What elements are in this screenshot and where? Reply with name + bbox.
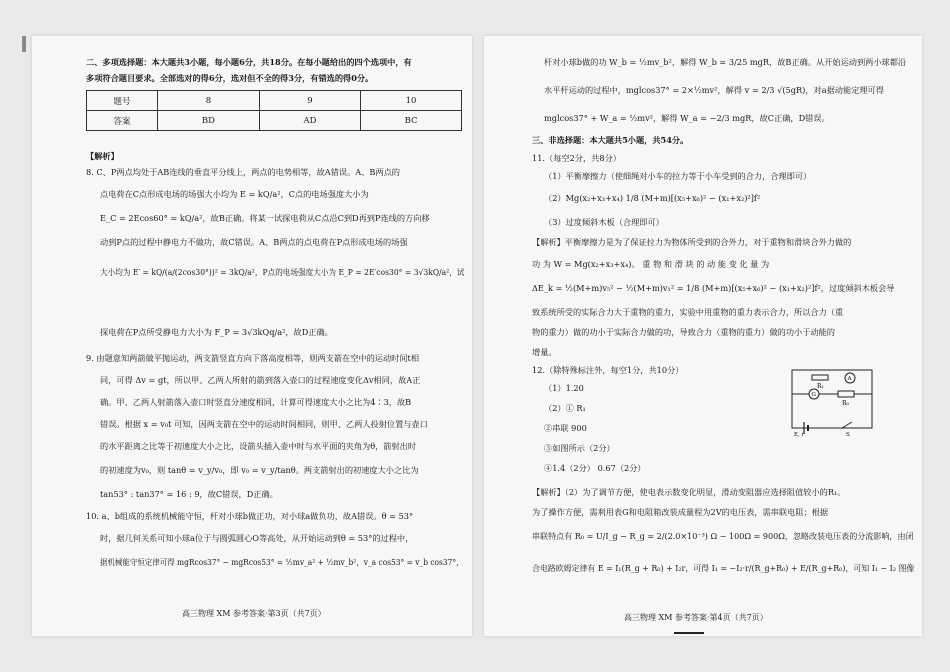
table-row xyxy=(87,111,462,131)
text-line: 据机械能守恒定律可得 mgRcos37° − mgRcos53° = ½mv_a² + ½mv_b²，v_a cos53° = v_b cos37°， xyxy=(100,557,464,567)
analysis-line: 致系统所受的实际合力大于重物的重力，实验中用重物的重力表示合力，所以合力（重 xyxy=(532,307,844,317)
answer-cell: BC xyxy=(361,111,462,131)
answer-line: （3）过度倾斜木板（合理即可） xyxy=(544,217,664,227)
answer-line: ④1.4（2分） 0.67（2分） xyxy=(544,463,646,473)
answer-cell: AD xyxy=(259,111,360,131)
circuit-diagram xyxy=(784,364,880,438)
answer-line: （2）① R₁ xyxy=(544,403,586,413)
text-line: tan53° : tan37° = 16 : 9，故C错误，D正确。 xyxy=(100,489,278,499)
answer-line: ③如图所示（2分） xyxy=(544,443,615,453)
text-line: 大小均为 E′ = kQ/(a/(2cos30°))² = 3kQ/a²，P点的电场强度大小为 E_P = 2E′cos30° = 3√3kQ/a²，试 xyxy=(100,267,465,277)
text-line: 同，可得 Δv = gt，所以甲、乙两人所射的箭到落入壶口的过程速度变化Δv相同，故A正 xyxy=(100,375,421,385)
analysis-line: 物的重力）做的功小于实际合力做的功，导致合力（重物的重力）做的功小于动能的 xyxy=(532,327,835,337)
analysis-line: 合电路欧姆定律有 E = I₁(R_g + R₀) + I₂r，可得 I₁ = −I₂·r/(R_g+R₀) + E/(R_g+R₀)，可知 I₁ − I₂ 图像 xyxy=(532,563,915,573)
text-line: 8. C、P两点均处于AB连线的垂直平分线上，两点的电势相等，故A错误。A、B两点的 xyxy=(86,167,400,177)
text-line: 动到P点的过程中静电力不做功，故C错误。A、B两点的点电荷在P点形成电场的场强 xyxy=(100,237,408,247)
text-line: mglcos37° + W_a = ½mv²，解得 W_a = −2/3 mgR，故C正确，D错误。 xyxy=(544,113,830,123)
circuit-label-r1: R₁ xyxy=(817,383,824,390)
circuit-label-g: G xyxy=(811,392,816,398)
analysis-line: ΔE_k = ½(M+m)v₅² − ½(M+m)v₁² = 1/8 (M+m)[(x₅+x₆)² − (x₁+x₂)²]f²，过度倾斜木板会导 xyxy=(532,283,895,293)
page-footer: 高三物理 XM 参考答案·第4页（共7页） xyxy=(624,613,768,622)
answer-table xyxy=(86,90,462,131)
text-line: 错误。根据 x = v₀t 可知，因两支箭在空中的运动时间相同，则甲、乙两人投射位置与壶口 xyxy=(100,419,428,429)
circuit-label-r0: R₀ xyxy=(842,400,849,407)
analysis-label: 【解析】 xyxy=(86,151,119,161)
page-footer: 高三物理 XM 参考答案·第3页（共7页） xyxy=(182,609,326,618)
text-line: 的水平距离之比等于初速度大小之比，设箭头插入壶中时与水平面的夹角为θ，箭射出时 xyxy=(100,441,417,451)
analysis-line: 功 为 W = Mg(x₂+x₃+x₄)。 重 物 和 滑 块 的 动 能 变 化 量 为 xyxy=(532,259,770,269)
text-line: E_C = 2Ecos60° = kQ/a²，故B正确。将某一试探电荷从C点沿C到D再到P连线的方向移 xyxy=(100,213,430,223)
text-line: 点电荷在C点形成电场的场强大小均为 E = kQ/a²，C点的电场强度大小为 xyxy=(100,189,369,199)
text-line: 确。甲、乙两人射箭落入壶口时竖直分速度相同，计算可得速度大小之比为4∶3，故B xyxy=(100,397,412,407)
switch-icon xyxy=(842,422,852,428)
text-line: 探电荷在P点所受静电力大小为 F_P = 3√3kQq/a²，故D正确。 xyxy=(100,327,333,337)
answer-line: （1）1.20 xyxy=(544,383,584,393)
pen-underline-mark xyxy=(674,632,704,634)
text-line: 杆对小球b做的功 W_b = ½mv_b²，解得 W_b = 3/25 mgR，故B正确。从开始运动到两小球都沿 xyxy=(544,57,907,67)
analysis-line: 【解析】（2）为了调节方便，使电表示数变化明显，滑动变阻器应选择阻值较小的R₁。 xyxy=(532,487,846,497)
circuit-label-s: S xyxy=(846,432,850,438)
answer-page-3 xyxy=(32,36,472,636)
text-line: 9. 由题意知两箭做平抛运动，两支箭竖直方向下落高度相等，则两支箭在空中的运动时间t相 xyxy=(86,353,420,363)
analysis-line: 增量。 xyxy=(532,347,557,357)
binding-mark xyxy=(22,36,26,52)
question-title: 11.（每空2分，共8分） xyxy=(532,153,621,163)
circuit-label-er: E, r xyxy=(794,432,805,438)
table-answer-label: 答案 xyxy=(87,111,158,131)
question-number: 10 xyxy=(361,91,462,111)
text-line: 的初速度为v₀，则 tanθ = v_y/v₀，即 v₀ = v_y/tanθ。两支箭射出的初速度大小之比为 xyxy=(100,465,419,475)
circuit-label-a: A xyxy=(847,376,852,382)
text-line: 时，据几何关系可知小球a位于与圆弧圆心O等高处，从开始运动到θ = 53°的过程中， xyxy=(100,533,414,543)
answer-line: （1）平衡摩擦力（使细绳对小车的拉力等于小车受到的合力，合理即可） xyxy=(544,171,812,181)
resistor-r0-icon xyxy=(838,391,854,397)
table-header-label: 题号 xyxy=(87,91,158,111)
answer-cell: BD xyxy=(158,111,260,131)
section-title: 二、多项选择题：本大题共3小题，每小题6分，共18分。在每小题给出的四个选项中，有 xyxy=(86,57,412,67)
section-title-cont: 多项符合题目要求。全部选对的得6分，选对但不全的得3分，有错选的得0分。 xyxy=(86,73,374,83)
question-number: 9 xyxy=(259,91,360,111)
resistor-r1-icon xyxy=(812,375,828,380)
answer-page-4 xyxy=(484,36,922,636)
text-line: 水平杆运动的过程中，mglcos37° = 2×½mv²，解得 v = 2/3 √(5gR)，对a据动能定理可得 xyxy=(544,85,884,95)
section-title: 三、非选择题：本大题共5小题，共54分。 xyxy=(532,135,689,145)
text-line: 10. a、b组成的系统机械能守恒，杆对小球b做正功，对小球a做负功，故A错误。θ = 53° xyxy=(86,511,414,521)
analysis-line: 串联特点有 R₀ = U/I_g − R_g = 2/(2.0×10⁻³) Ω − 100Ω = 900Ω，忽略改装电压表的分流影响，由闭 xyxy=(532,531,914,541)
analysis-line: 【解析】平衡摩擦力是为了保证拉力为物体所受到的合外力，对于重物和滑块合外力做的 xyxy=(532,237,852,247)
answer-line: （2）Mg(x₂+x₃+x₄) 1/8 (M+m)[(x₅+x₆)² − (x₁+x₂)²]f² xyxy=(544,193,761,203)
question-title: 12.（除特殊标注外，每空1分，共10分） xyxy=(532,365,684,375)
question-number: 8 xyxy=(158,91,260,111)
table-row xyxy=(87,91,462,111)
analysis-line: 为了操作方便，需利用表G和电阻箱改装成量程为2V的电压表，需串联电阻；根据 xyxy=(532,507,829,517)
answer-line: ②串联 900 xyxy=(544,423,587,433)
circuit-outer-wire xyxy=(792,370,872,428)
